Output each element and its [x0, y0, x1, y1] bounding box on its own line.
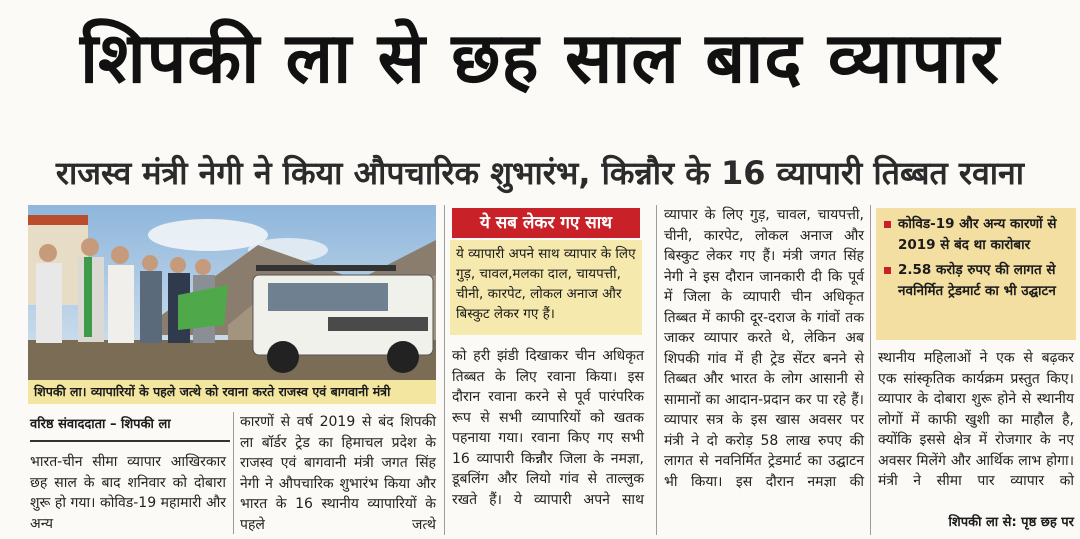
article-text: कारणों से वर्ष 2019 से बंद शिपकी ला बॉर्डर ट्रेड का हिमाचल प्रदेश के राजस्व एवं बागवानी मंत्री जगत सिंह नेगी ने औपचारिक शुभारंभ किया और भारत के 16 स्थानीय व्यापारियों के पहले जत्थे — [240, 414, 436, 533]
column-divider — [656, 205, 657, 535]
highlight-text: कोविड-19 और अन्य कारणों से 2019 से बंद था कारोबार — [898, 216, 1057, 253]
highlight-item — [884, 214, 1068, 256]
byline-rule — [30, 440, 230, 442]
article-text: व्यापार के लिए गुड़, चावल, चायपत्ती, चीनी, कारपेट, लोकल अनाज और बिस्कुट लेकर गए हैं। मंत्री जगत सिंह नेगी ने इस दौरान जानकारी दी कि पूर्व में जिला के व्यापारी चीन अधिकृत तिब्बत में काफी दूर-दराज के गांवों तक जाकर व्यापार करते थे, लेकिन अब शिपकी गांव में ही ट्रेड सेंटर बनने से तिब्बत और भारत के लोग आसानी से सामानों का आदान-प्रदान कर पा रहे हैं। व्यापार सत्र के इस खास अवसर पर मंत्री ने दो करोड़ 58 लाख रुपए की लागत से नवनिर्मित ट्रेडमार्ट का उद्घाटन भी किया। इस दौरान नमज्ञा की — [664, 207, 864, 490]
highlight-text: 2.58 करोड़ रुपए की लागत से नवनिर्मित ट्रेडमार्ट का भी उद्घाटन — [898, 262, 1056, 299]
photo-illustration — [28, 205, 436, 380]
column-divider — [233, 412, 234, 534]
news-photo — [28, 205, 436, 380]
article-text: भारत-चीन सीमा व्यापार आखिरकार छह साल के बाद शनिवार को दोबारा शुरू हो गया। कोविड-19 महामारी और अन्य — [30, 454, 226, 532]
square-bullet-icon — [884, 221, 891, 228]
article-column-5 — [878, 348, 1074, 492]
article-column-2 — [240, 412, 436, 535]
article-text: को हरी झंडी दिखाकर चीन अधिकृत तिब्बत के लिए रवाना किया। इस दौरान रवाना करने से पूर्व पारंपरिक रूप से सभी व्यापारियों को खतक पहनाया गया। रवाना किए गए सभी 16 व्यापारी किन्नौर जिला के नमज्ञा, डूबलिंग और लियो गांव से ताल्लुक रखते हैं। ये व्यापारी अपने साथ — [452, 348, 644, 508]
column-divider — [444, 205, 445, 535]
article-column-4 — [664, 205, 864, 492]
square-bullet-icon — [884, 267, 891, 274]
deck-subheadline: राजस्व मंत्री नेगी ने किया औपचारिक शुभारंभ, किन्नौर के 16 व्यापारी तिब्बत रवाना — [55, 154, 1025, 192]
highlight-item — [884, 260, 1068, 302]
byline: वरिष्ठ संवाददाता – शिपकी ला — [30, 417, 171, 432]
boxout-text: ये व्यापारी अपने साथ व्यापार के लिए गुड़, चावल,मलका दाल, चायपत्ती, चीनी, कारपेट, लोकल अनाज और बिस्कुट लेकर गए हैं। — [456, 246, 636, 322]
boxout-body — [450, 240, 642, 335]
article-column-3 — [452, 346, 644, 510]
headline: शिपकी ला से छह साल बाद व्यापार — [79, 17, 1001, 99]
photo-caption: शिपकी ला। व्यापारियों के पहले जत्थे को रवाना करते राजस्व एवं बागवानी मंत्री — [28, 380, 436, 404]
boxout-title: ये सब लेकर गए साथ — [452, 208, 640, 238]
article-text: स्थानीय महिलाओं ने एक से बढ़कर एक सांस्कृतिक कार्यक्रम प्रस्तुत किए। व्यापार के दोबारा शुरू होने से स्थानीय लोगों में काफी खुशी का माहौल है, क्योंकि इससे क्षेत्र में रोजगार के नए अवसर मिलेंगे और आर्थिक लाभ होगा। मंत्री ने सीमा पार व्यापार को — [878, 350, 1074, 489]
article-column-1 — [30, 452, 226, 534]
highlights-box — [876, 208, 1076, 340]
column-divider — [870, 205, 871, 535]
continued-reference[interactable]: शिपकी ला से: पृष्ठ छह पर — [948, 515, 1074, 530]
